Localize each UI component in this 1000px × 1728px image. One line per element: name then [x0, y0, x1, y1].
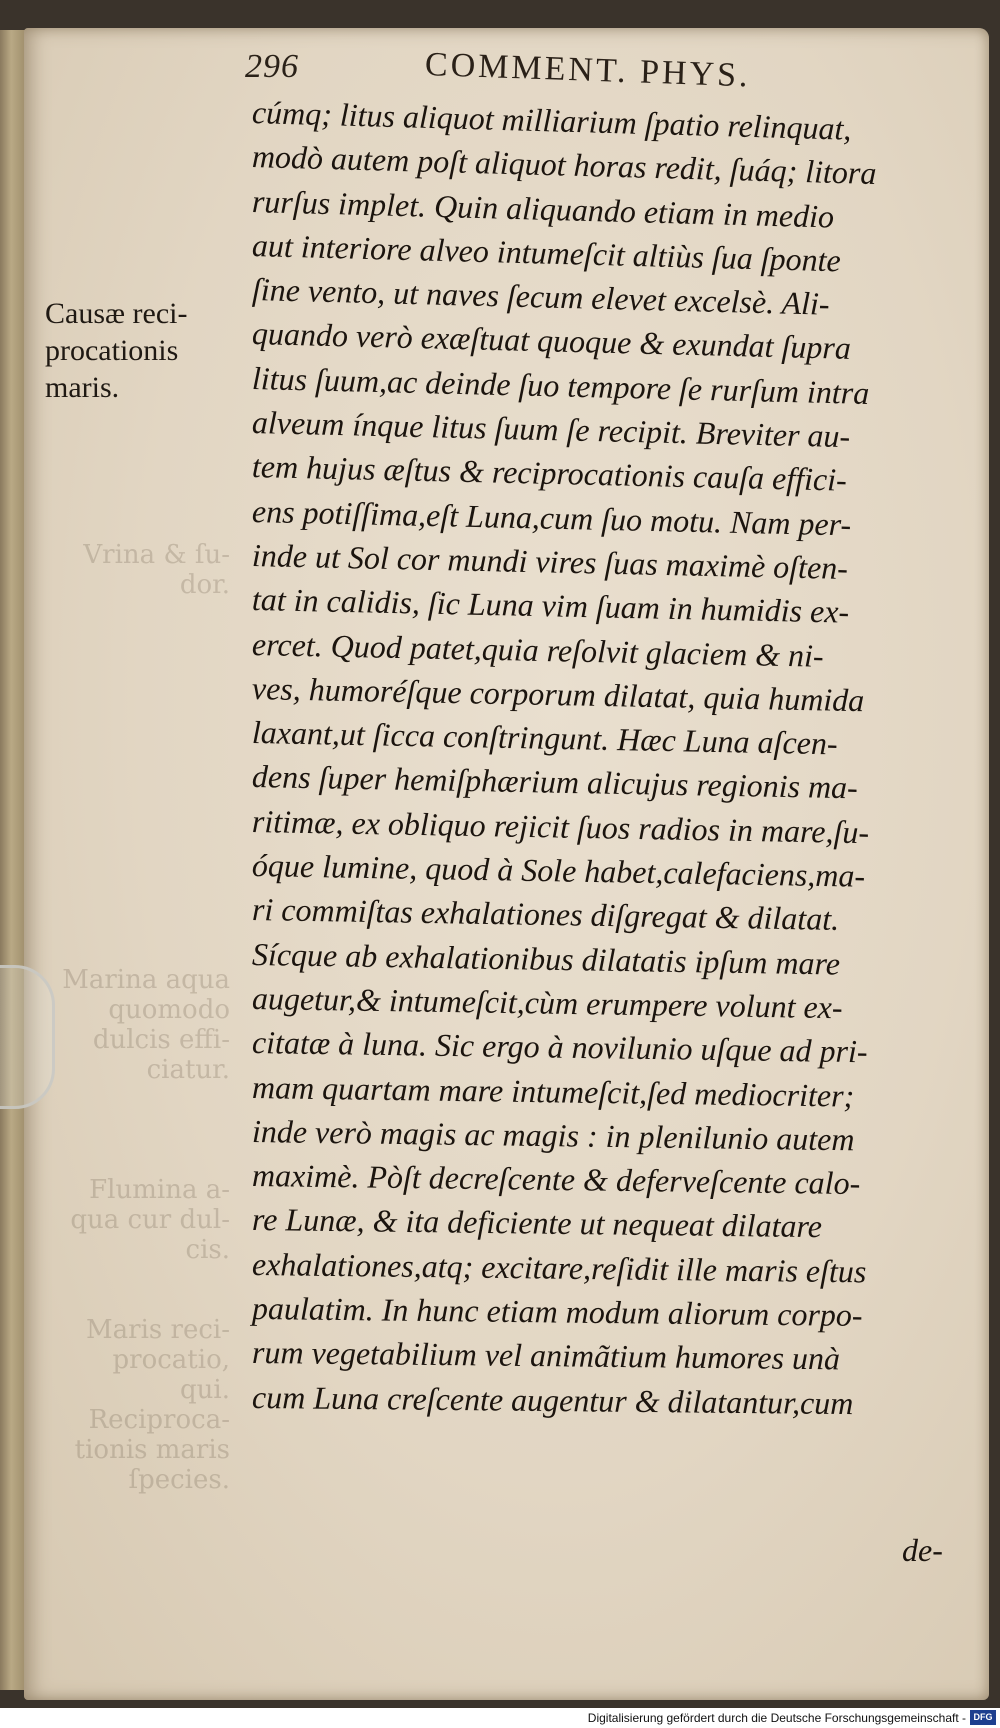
funding-credit: Digitalisierung gefördert durch die Deutsche Forschungsgemeinschaft - [587, 1711, 966, 1725]
page-header [245, 42, 845, 95]
text-line: laxant,ut ſicca conſtringunt. Hæc Luna aſcen- [251, 714, 838, 762]
bleed-through-text [60, 1315, 230, 1495]
bleed-through-line: ſpecies. [128, 1465, 230, 1495]
bleed-through-line: Vrina & ſu- [83, 540, 230, 570]
text-line: cúmq; litus aliquot milliarium ſpatio relinquat, [251, 94, 852, 147]
text-line: quando verò exæſtuat quoque & exundat ſupra [251, 315, 852, 367]
text-line: paulatim. In hunc etiam modum aliorum corpo- [251, 1290, 863, 1333]
dfg-logo: DFG [970, 1710, 996, 1725]
text-line: inde ut Sol cor mundi vires ſuas maximè oſten- [251, 536, 849, 586]
text-line: dens ſuper hemiſphærium alicujus regionis ma- [251, 758, 859, 806]
bleed-through-line: Flumina a- [89, 1175, 230, 1205]
text-line: cum Luna creſcente augentur & dilatantur,cum [251, 1378, 854, 1421]
text-line: modò autem poſt aliquot horas redit, ſuáq; litora [251, 138, 877, 192]
bleed-through-line: Reciproca- [88, 1405, 230, 1435]
text-line: óque lumine, quod à Sole habet,calefaciens,ma- [251, 847, 866, 894]
text-line: ritimæ, ex obliquo rejicit ſuos radios in mare,ſu- [251, 802, 870, 850]
text-line: mam quartam mare intumeſcit,ſed mediocriter; [251, 1068, 855, 1114]
bleed-through-line: dor. [179, 570, 230, 600]
margin-note [45, 295, 225, 406]
text-line: litus ſuum,ac deinde ſuo tempore ſe rurſum intra [251, 359, 870, 411]
bleed-through-line: procatio, [112, 1345, 230, 1375]
body-text [252, 90, 952, 1419]
bleed-through-text [60, 540, 230, 600]
text-line: tat in calidis, ſic Luna vim ſuam in humidis ex- [251, 581, 850, 630]
margin-note-line: maris. [45, 371, 120, 404]
text-line: ri commiſtas exhalationes diſgregat & dilatat. [251, 891, 840, 938]
text-line: ves, humoréſque corporum dilatat, quia humida [251, 669, 865, 719]
bleed-through-text [60, 1175, 230, 1265]
bleed-through-line: Maris reci- [86, 1315, 230, 1345]
text-line: rurſus implet. Quin aliquando etiam in medio [251, 182, 835, 235]
text-line: ſine vento, ut naves ſecum elevet excelsè. Ali- [251, 271, 831, 322]
margin-note-line: procationis [45, 334, 179, 367]
digitization-footer [0, 1708, 1000, 1728]
text-line: ercet. Quod patet,quia reſolvit glaciem & ni- [251, 625, 824, 674]
bleed-through-line: dulcis effi- [92, 1025, 230, 1055]
bleed-through-line: quomodo [108, 995, 230, 1025]
text-line: alveum ínque litus ſuum ſe recipit. Breviter au- [251, 404, 851, 455]
text-line: aut interiore alveo intumeſcit altiùs ſua ſponte [251, 226, 842, 279]
margin-note-line: Causæ reci- [45, 297, 188, 330]
text-line: inde verò magis ac magis : in plenilunio autem [251, 1112, 855, 1158]
bleed-through-line: tionis maris [74, 1435, 230, 1465]
bleed-through-line: qui. [180, 1375, 230, 1405]
text-line: ens potiſſima,eſt Luna,cum ſuo motu. Nam per- [251, 492, 852, 543]
bleed-through-text [60, 965, 230, 1085]
text-line: exhalationes,atq; excitare,reſidit ille maris eſtus [251, 1245, 867, 1290]
bleed-through-line: Marina aqua [62, 965, 230, 995]
text-line: augetur,& intumeſcit,cùm erumpere volunt ex- [251, 979, 843, 1026]
text-line: re Lunæ, & ita deficiente ut nequeat dilatare [251, 1201, 823, 1245]
bleed-through-line: qua cur dul- [70, 1205, 230, 1235]
text-line: Sícque ab exhalationibus dilatatis ipſum mare [251, 935, 841, 982]
bleed-through-line: cis. [185, 1235, 230, 1265]
catchword: de- [902, 1532, 943, 1568]
page-number: 296 [245, 48, 299, 85]
page-clip [0, 965, 55, 1109]
bleed-through-line: ciatur. [146, 1055, 230, 1085]
text-line: citatæ à luna. Sic ergo à novilunio uſque ad pri- [251, 1024, 868, 1070]
text-line: rum vegetabilium vel animãtium humores unà [251, 1334, 841, 1377]
text-line: tem hujus æſtus & reciprocationis cauſa effici- [251, 448, 848, 499]
text-line: maximè. Pòſt decreſcente & deferveſcente calo- [251, 1157, 861, 1202]
running-head: COMMENT. PHYS. [424, 46, 752, 95]
